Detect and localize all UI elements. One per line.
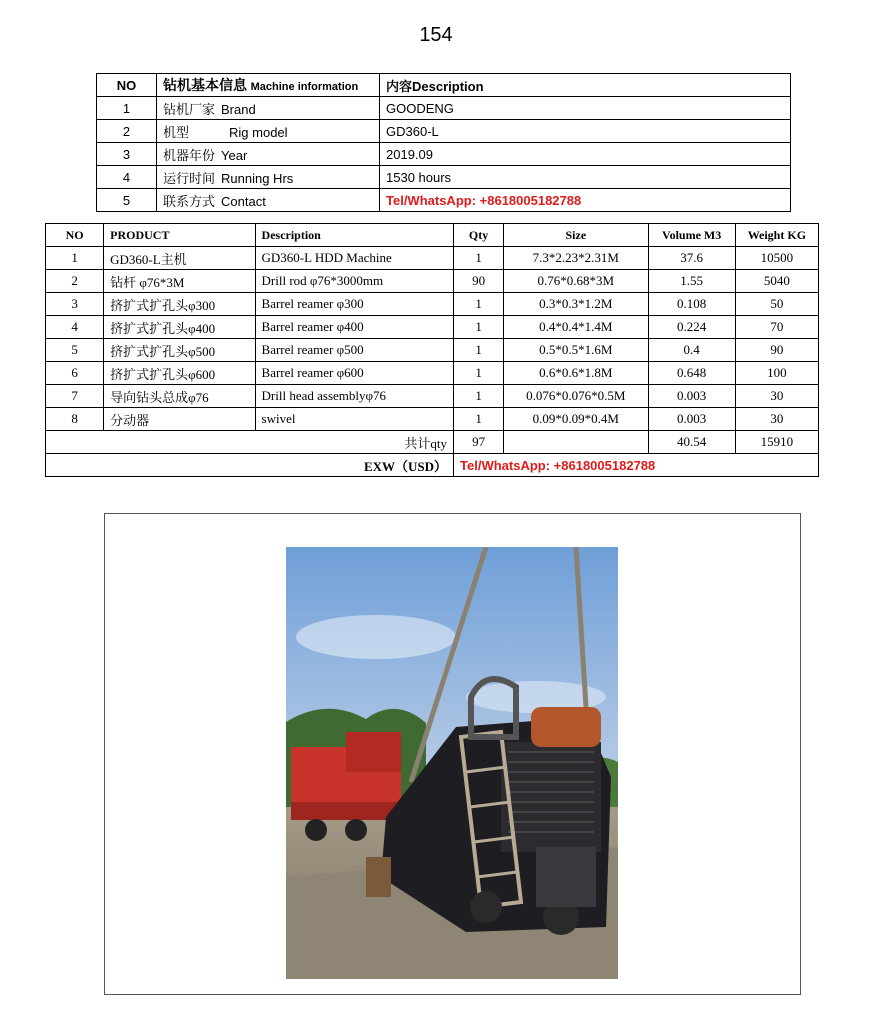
row-label xyxy=(157,120,380,143)
cell-no: 8 xyxy=(46,408,104,431)
cell-weight: 100 xyxy=(735,362,818,385)
table-row xyxy=(97,166,791,189)
header-info-zh: 钻机基本信息 xyxy=(163,78,247,94)
cell-qty: 1 xyxy=(454,362,504,385)
product-table xyxy=(45,223,819,477)
row-value: 1530 hours xyxy=(380,166,791,189)
table-row xyxy=(46,316,819,339)
cell-description: Barrel reamer φ500 xyxy=(255,339,454,362)
cell-qty: 1 xyxy=(454,408,504,431)
cell-no: 3 xyxy=(46,293,104,316)
table-row xyxy=(46,339,819,362)
label-en: Brand xyxy=(221,101,256,117)
cell-volume: 0.224 xyxy=(648,316,735,339)
row-no: 1 xyxy=(97,97,157,120)
cell-product: 分动器 xyxy=(104,408,255,431)
header-description: Description xyxy=(255,224,454,247)
cell-size: 0.6*0.6*1.8M xyxy=(504,362,648,385)
label-en: Year xyxy=(221,147,248,163)
header-machine-info xyxy=(157,74,380,97)
cell-size: 0.5*0.5*1.6M xyxy=(504,339,648,362)
cell-no: 5 xyxy=(46,339,104,362)
cell-size: 0.76*0.68*3M xyxy=(504,270,648,293)
row-no: 2 xyxy=(97,120,157,143)
table-row xyxy=(97,189,791,212)
cell-description: Barrel reamer φ400 xyxy=(255,316,454,339)
label-zh: 联系方式 xyxy=(163,194,216,210)
cell-product: 挤扩式扩孔头φ500 xyxy=(104,339,255,362)
cell-product: 钻杆 φ76*3M xyxy=(104,270,255,293)
cell-qty: 1 xyxy=(454,293,504,316)
page-number: 154 xyxy=(419,24,453,46)
label-en: Running Hrs xyxy=(221,170,294,186)
header-product: PRODUCT xyxy=(104,224,255,247)
cell-volume: 0.4 xyxy=(648,339,735,362)
hdd-machine-photo xyxy=(286,547,618,979)
header-volume: Volume M3 xyxy=(648,224,735,247)
total-qty: 97 xyxy=(454,431,504,454)
contact-value: Tel/WhatsApp: +8618005182788 xyxy=(380,189,791,212)
cell-volume: 37.6 xyxy=(648,247,735,270)
label-en: Rig model xyxy=(229,124,288,140)
header-no: NO xyxy=(46,224,104,247)
cell-volume: 0.003 xyxy=(648,385,735,408)
table-row xyxy=(46,247,819,270)
header-info-en: Machine information xyxy=(250,81,359,93)
cell-no: 1 xyxy=(46,247,104,270)
label-zh: 机器年份 xyxy=(163,148,216,164)
table-row xyxy=(46,408,819,431)
table-row xyxy=(97,97,791,120)
row-label xyxy=(157,166,380,189)
row-label xyxy=(157,97,380,120)
cell-description: Barrel reamer φ600 xyxy=(255,362,454,385)
exw-label: EXW（USD） xyxy=(46,454,454,477)
table-row xyxy=(97,143,791,166)
cell-size: 0.076*0.076*0.5M xyxy=(504,385,648,408)
exw-contact: Tel/WhatsApp: +8618005182788 xyxy=(454,454,819,477)
header-description: 内容Description xyxy=(380,74,791,97)
cell-description: Drill rod φ76*3000mm xyxy=(255,270,454,293)
cell-volume: 0.003 xyxy=(648,408,735,431)
row-label xyxy=(157,143,380,166)
cell-size: 0.3*0.3*1.2M xyxy=(504,293,648,316)
cell-description: Barrel reamer φ300 xyxy=(255,293,454,316)
table-row xyxy=(46,293,819,316)
cell-weight: 5040 xyxy=(735,270,818,293)
row-no: 3 xyxy=(97,143,157,166)
total-label: 共计qty xyxy=(46,431,454,454)
cell-size: 0.09*0.09*0.4M xyxy=(504,408,648,431)
cell-weight: 70 xyxy=(735,316,818,339)
header-qty: Qty xyxy=(454,224,504,247)
cell-description: Drill head assemblyφ76 xyxy=(255,385,454,408)
table-header-row xyxy=(46,224,819,247)
table-header-row xyxy=(97,74,791,97)
cell-weight: 30 xyxy=(735,385,818,408)
row-no: 5 xyxy=(97,189,157,212)
header-size: Size xyxy=(504,224,648,247)
table-row xyxy=(46,362,819,385)
cell-qty: 1 xyxy=(454,339,504,362)
cell-size: 0.4*0.4*1.4M xyxy=(504,316,648,339)
cell-product: 挤扩式扩孔头φ600 xyxy=(104,362,255,385)
row-value: GD360-L xyxy=(380,120,791,143)
cell-no: 2 xyxy=(46,270,104,293)
total-size-empty xyxy=(504,431,648,454)
cell-no: 6 xyxy=(46,362,104,385)
cell-size: 7.3*2.23*2.31M xyxy=(504,247,648,270)
row-value: 2019.09 xyxy=(380,143,791,166)
cell-weight: 10500 xyxy=(735,247,818,270)
cell-no: 7 xyxy=(46,385,104,408)
cell-no: 4 xyxy=(46,316,104,339)
cell-weight: 90 xyxy=(735,339,818,362)
cell-volume: 0.648 xyxy=(648,362,735,385)
cell-qty: 1 xyxy=(454,385,504,408)
cell-product: 挤扩式扩孔头φ400 xyxy=(104,316,255,339)
total-weight: 15910 xyxy=(735,431,818,454)
cell-volume: 1.55 xyxy=(648,270,735,293)
header-no: NO xyxy=(97,74,157,97)
header-weight: Weight KG xyxy=(735,224,818,247)
machine-info-table xyxy=(96,73,791,212)
table-row xyxy=(46,270,819,293)
exw-row xyxy=(46,454,819,477)
row-value: GOODENG xyxy=(380,97,791,120)
cell-qty: 90 xyxy=(454,270,504,293)
cell-qty: 1 xyxy=(454,247,504,270)
label-zh: 运行时间 xyxy=(163,171,216,187)
row-no: 4 xyxy=(97,166,157,189)
cell-volume: 0.108 xyxy=(648,293,735,316)
cell-weight: 50 xyxy=(735,293,818,316)
total-volume: 40.54 xyxy=(648,431,735,454)
total-row xyxy=(46,431,819,454)
row-label xyxy=(157,189,380,212)
cell-qty: 1 xyxy=(454,316,504,339)
table-row xyxy=(97,120,791,143)
cell-product: GD360-L主机 xyxy=(104,247,255,270)
table-row xyxy=(46,385,819,408)
cell-description: swivel xyxy=(255,408,454,431)
label-zh: 钻机厂家 xyxy=(163,102,216,118)
cell-weight: 30 xyxy=(735,408,818,431)
label-en: Contact xyxy=(221,193,266,209)
cell-description: GD360-L HDD Machine xyxy=(255,247,454,270)
cell-product: 挤扩式扩孔头φ300 xyxy=(104,293,255,316)
label-zh: 机型 xyxy=(163,125,190,141)
cell-product: 导向钻头总成φ76 xyxy=(104,385,255,408)
